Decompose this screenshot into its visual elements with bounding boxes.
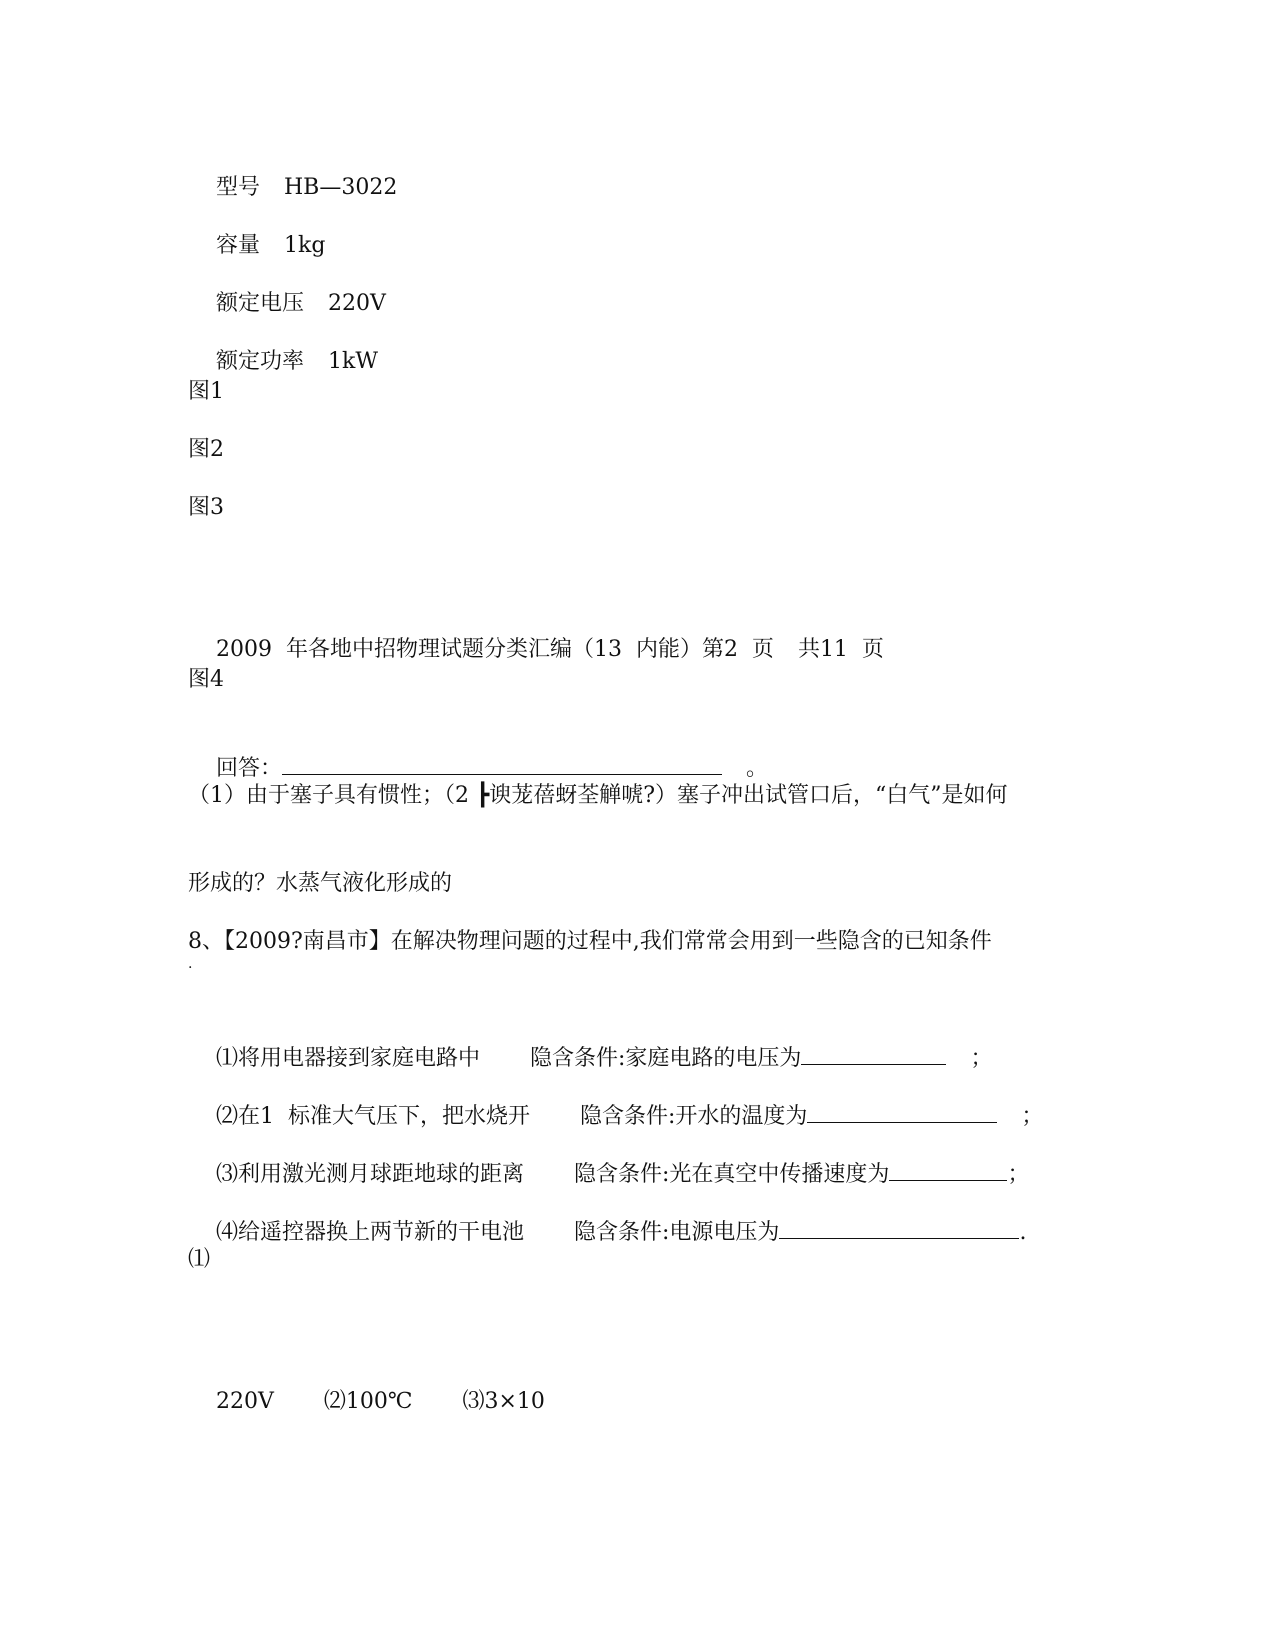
figure-caption-1: 图1 [188,379,224,404]
q8-answer-marker: ⑴ [188,1247,211,1272]
footer-title: 2009 年各地中招物理试题分类汇编（13 内能）第2 页 [215,637,774,662]
q8-item-3-num: ⑶ [215,1162,238,1187]
q8-item-4-blank[interactable] [779,1216,1019,1239]
q8-item-3-end: ； [1007,1162,1030,1187]
spec-voltage-label: 额定电压 [215,291,304,316]
spec-power-label: 额定功率 [215,349,304,374]
q8-answer-row [188,1360,545,1444]
figure-caption-2: 图2 [188,437,224,462]
q8-answer-3: ⑶3×10 [462,1389,545,1414]
q8-item-2-text: 在1 标准大气压下，把水烧开 [238,1104,530,1129]
figure-caption-4: 图4 [188,667,224,692]
figure-caption-3: 图3 [188,495,224,520]
q8-item-2-num: ⑵ [215,1104,238,1129]
answer-blank[interactable] [282,752,722,775]
answer-end: 。 [746,756,769,781]
spec-capacity-value: 1kg [284,233,326,258]
q8-item-3-blank[interactable] [889,1158,1007,1181]
footer-total: 共11 页 [797,637,884,662]
spec-model-value: HB—3022 [284,175,398,200]
q8-item-4 [188,1188,1026,1275]
q8-item-3-text: 利用激光测月球距地球的距离 [238,1162,525,1187]
spec-capacity-label: 容量 [215,233,260,258]
spec-voltage-value: 220V [328,291,386,316]
q8-answer-2: ⑵100℃ [323,1389,413,1414]
spec-power-value: 1kW [328,349,378,374]
q8-item-2-hint: 隐含条件:开水的温度为 [579,1104,808,1129]
q8-item-4-hint: 隐含条件:电源电压为 [574,1220,780,1245]
page-footer [188,608,884,692]
q7-answer-text: （1）由于塞子具有惯性；（2 ┣谀茏蓓蚜荃觯唬?）塞子冲出试管口后，“白气”是如何 [188,783,1008,808]
q8-item-4-num: ⑷ [215,1220,238,1245]
q8-item-3-hint: 隐含条件:光在真空中传播速度为 [574,1162,890,1187]
q8-answer-1: 220V [215,1389,274,1414]
q8-stem: 8、【2009?南昌市】在解决物理问题的过程中,我们常常会用到一些隐含的已知条件 [188,929,992,954]
q8-stem-tail: . [188,956,193,972]
q8-item-4-end: . [1019,1220,1027,1245]
q8-item-4-text: 给遥控器换上两节新的干电池 [238,1220,525,1245]
q8-item-2-end: ； [1021,1104,1044,1129]
q7-answer-text-2: 形成的？水蒸气液化形成的 [188,871,453,896]
q8-item-1-num: ⑴ [215,1046,238,1071]
answer-label: 回答： [215,756,282,781]
q8-item-1-hint: 隐含条件:家庭电路的电压为 [530,1046,802,1071]
q8-item-1-text: 将用电器接到家庭电路中 [238,1046,481,1071]
spec-model-label: 型号 [215,175,260,200]
q8-item-1-blank[interactable] [801,1042,946,1065]
q8-item-2-blank[interactable] [807,1100,997,1123]
q8-item-1-end: ； [970,1046,993,1071]
